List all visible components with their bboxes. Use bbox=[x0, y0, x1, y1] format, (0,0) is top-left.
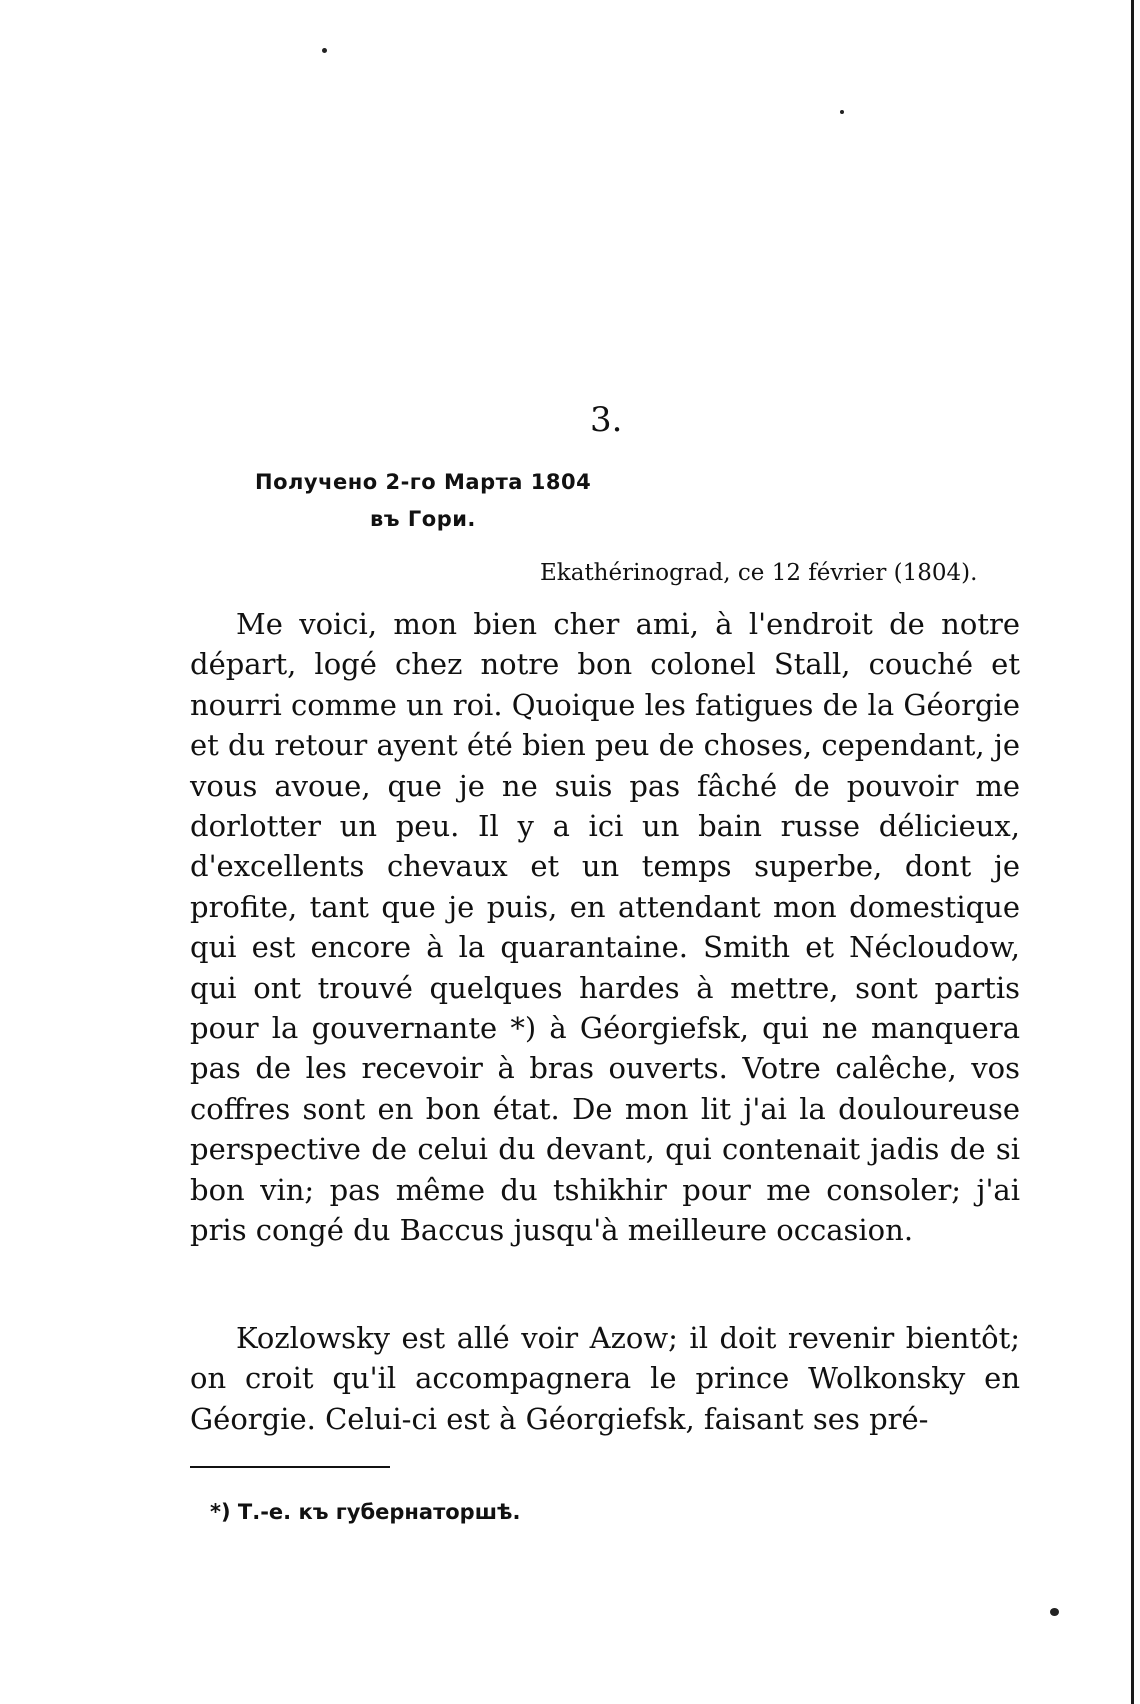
scan-speck bbox=[1050, 1608, 1059, 1616]
received-note-line2: въ Гори. bbox=[370, 507, 476, 531]
scan-edge-line bbox=[1131, 0, 1134, 1704]
paragraph-2: Kozlowsky est allé voir Azow; il doit revenir bientôt; on croit qu'il accompagnera le prince Wolkonsky en Géorgie. Celui-ci est à Géorgiefsk, faisant ses pré- bbox=[190, 1321, 1020, 1436]
footnote: *) Т.-е. къ губернаторшѣ. bbox=[210, 1500, 521, 1524]
received-note-line1: Получено 2-го Марта 1804 bbox=[255, 470, 592, 494]
scan-speck bbox=[840, 110, 844, 114]
scan-speck bbox=[322, 48, 327, 53]
section-number: 3. bbox=[590, 400, 623, 440]
letter-dateline: Ekathérinograd, ce 12 février (1804). bbox=[540, 560, 978, 586]
footnote-rule bbox=[190, 1466, 390, 1468]
paragraph-1: Me voici, mon bien cher ami, à l'endroit de notre départ, logé chez notre bon colonel Stall, couché et nourri comme un roi. Quoique les fatigues de la Géorgie et du retour ayent été bien peu de choses, cependant, je vous avoue, que je ne suis pas fâché de pouvoir me dorlotter un peu. Il y a ici un bain russe délicieux, d'excellents chevaux et un temps superbe, dont je profite, tant que je puis, en attendant mon domestique qui est encore à la quarantaine. Smith et Nécloudow, qui ont trouvé quelques hardes à mettre, sont partis pour la gouvernante *) à Géorgiefsk, qui ne manquera pas de les recevoir à bras ouverts. Votre calêche, vos coffres sont en bon état. De mon lit j'ai la douloureuse perspective de celui du devant, qui contenait jadis de si bon vin; pas même du tshikhir pour me consoler; j'ai pris congé du Baccus jusqu'à meilleure occasion. bbox=[190, 607, 1020, 1248]
